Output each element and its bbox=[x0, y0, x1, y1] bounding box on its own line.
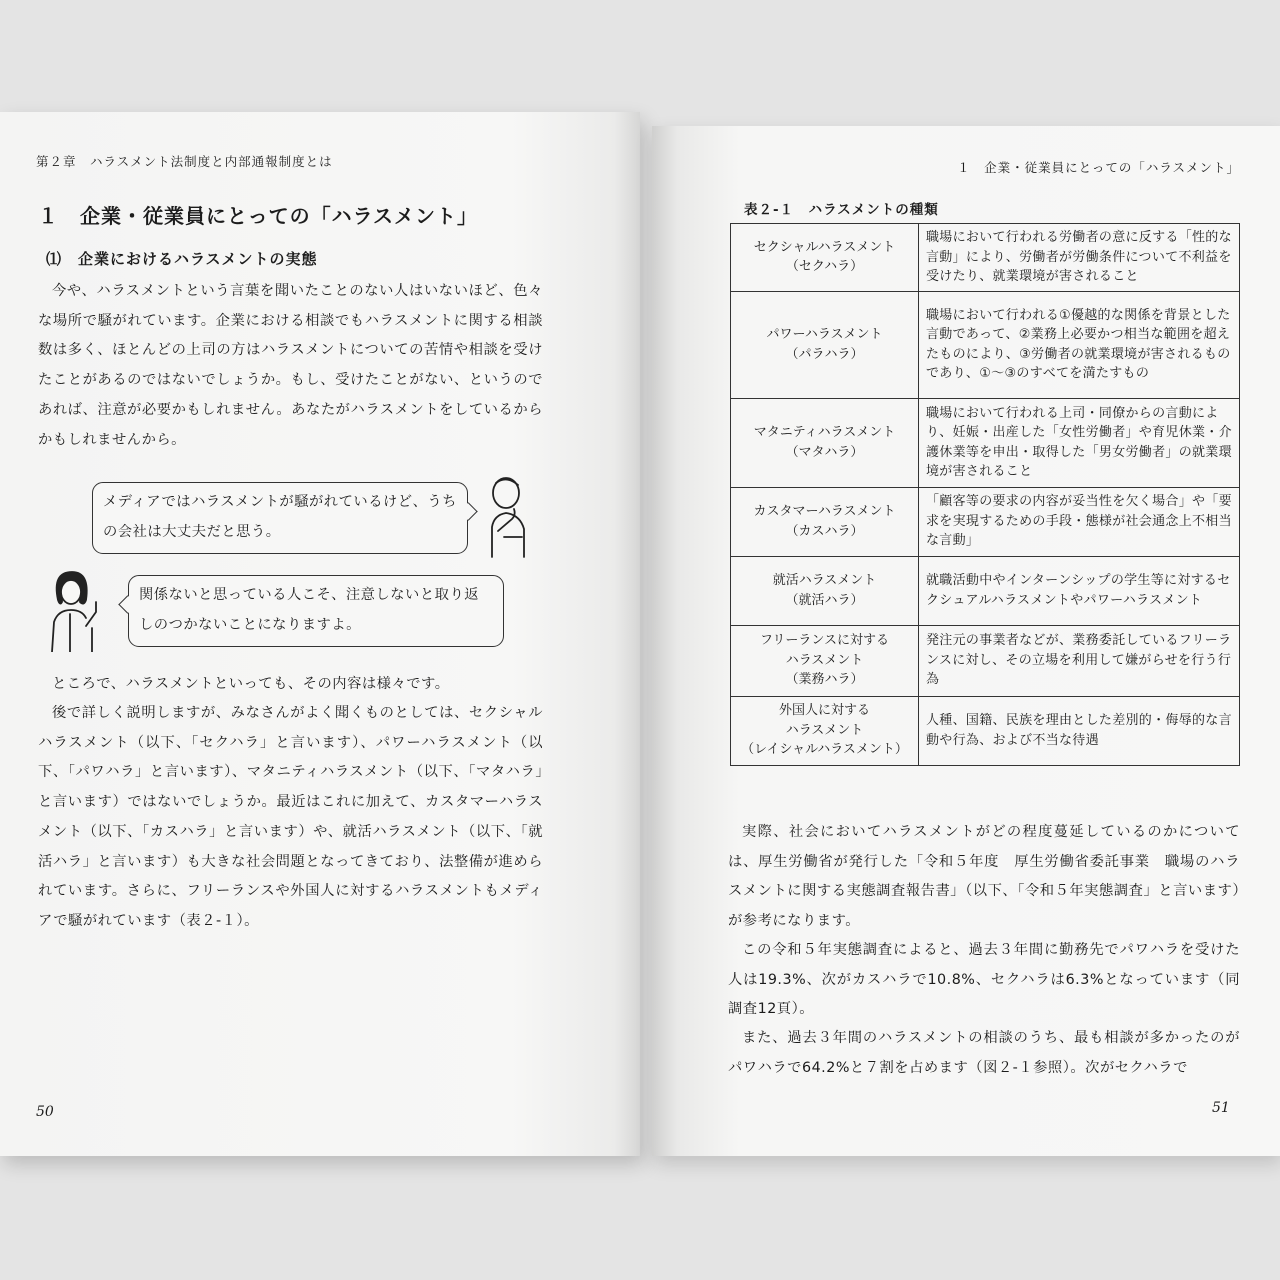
speech-bubble-advisor bbox=[128, 575, 504, 647]
harassment-name: セクシャルハラスメント （セクハラ） bbox=[731, 224, 919, 292]
harassment-description: 職場において行われる労働者の意に反する「性的な言動」により、労働者が労働条件について不利益を受けたり、就業環境が害されること bbox=[919, 224, 1240, 292]
harassment-types-table bbox=[730, 223, 1240, 766]
section-title: １ 企業・従業員にとっての「ハラスメント」 bbox=[38, 204, 478, 228]
table-row bbox=[731, 291, 1240, 398]
table-row bbox=[731, 625, 1240, 696]
subsection-title: ⑴ 企業におけるハラスメントの実態 bbox=[46, 250, 318, 268]
table-row bbox=[731, 696, 1240, 765]
advisor-woman-illustration bbox=[44, 566, 108, 652]
speech-bubble-text: 関係ないと思っている人こそ、注意しないと取り返しのつかないことになりますよ。 bbox=[139, 587, 480, 633]
harassment-name: マタニティハラスメント （マタハラ） bbox=[731, 398, 919, 487]
harassment-description: 「顧客等の要求の内容が妥当性を欠く場合」や「要求を実現するための手段・態様が社会通念上不相当な言動」 bbox=[919, 487, 1240, 556]
table-row bbox=[731, 224, 1240, 292]
harassment-name: 外国人に対する ハラスメント （レイシャルハラスメント） bbox=[731, 696, 919, 765]
harassment-name: 就活ハラスメント （就活ハラ） bbox=[731, 556, 919, 625]
harassment-name: パワーハラスメント （パラハラ） bbox=[731, 291, 919, 398]
body-paragraph: また、過去３年間のハラスメントの相談のうち、最も相談が多かったのがパワハラで64.2%と７割を占めます（図２-１参照）。次がセクハラで bbox=[728, 1030, 1240, 1076]
left-page bbox=[0, 112, 640, 1156]
table-row bbox=[731, 556, 1240, 625]
table-row bbox=[731, 398, 1240, 487]
harassment-description: 発注元の事業者などが、業務委託しているフリーランスに対し、その立場を利用して嫌がらせを行う行為 bbox=[919, 625, 1240, 696]
table-caption: 表２-１ ハラスメントの種類 bbox=[744, 202, 939, 218]
bubble-tail bbox=[118, 595, 136, 613]
table-row bbox=[731, 487, 1240, 556]
page-number: 50 bbox=[36, 1104, 54, 1120]
running-head: 第２章 ハラスメント法制度と内部通報制度とは bbox=[36, 154, 333, 169]
harassment-description: 就職活動中やインターンシップの学生等に対するセクシュアルハラスメントやパワーハラスメント bbox=[919, 556, 1240, 625]
page-number: 51 bbox=[1212, 1100, 1230, 1116]
running-head: １ 企業・従業員にとっての「ハラスメント」 bbox=[957, 160, 1240, 175]
thinking-man-illustration bbox=[474, 475, 536, 559]
right-page bbox=[652, 126, 1280, 1156]
body-paragraph: この令和５年実態調査によると、過去３年間に勤務先でパワハラを受けた人は19.3%、次がカスハラで10.8%、セクハラは6.3%となっています（同調査12頁）。 bbox=[728, 942, 1240, 1018]
harassment-description: 職場において行われる①優越的な関係を背景とした言動であって、②業務上必要かつ相当な範囲を超えたものにより、③労働者の就業環境が害されるものであり、①～③のすべてを満たすもの bbox=[919, 291, 1240, 398]
body-paragraph: 実際、社会においてハラスメントがどの程度蔓延しているのかについては、厚生労働省が発行した「令和５年度 厚生労働省委託事業 職場のハラスメントに関する実態調査報告書」（以下、「令和５年実態調査」と言います）が参考になります。 bbox=[728, 824, 1240, 930]
harassment-name: フリーランスに対する ハラスメント （業務ハラ） bbox=[731, 625, 919, 696]
speech-bubble-text: メディアではハラスメントが騒がれているけど、うちの会社は大丈夫だと思う。 bbox=[103, 494, 457, 540]
body-paragraph: 今や、ハラスメントという言葉を聞いたことのない人はいないほど、色々な場所で騒がれています。企業における相談でもハラスメントに関する相談数は多く、ほとんどの上司の方はハラスメントについての苦情や相談を受けたことがあるのではないでしょうか。もし、受けたことがない、というのであれば、注意が必要かもしれません。あなたがハラスメントをしているからかもしれませんから。 bbox=[38, 283, 543, 448]
speech-bubble-manager bbox=[92, 482, 468, 554]
body-paragraph: 後で詳しく説明しますが、みなさんがよく聞くものとしては、セクシャルハラスメント（以下、「セクハラ」と言います）、パワーハラスメント（以下、「パワハラ」と言います）、マタニティハラスメント（以下、「マタハラ」と言います）ではないでしょうか。最近はこれに加えて、カスタマーハラスメント（以下、「カスハラ」と言います）や、就活ハラスメント（以下、「就活ハラ」と言います）も大きな社会問題となってきており、法整備が進められています。さらに、フリーランスや外国人に対するハラスメントもメディアで騒がれています（表２-１）。 bbox=[38, 705, 543, 929]
harassment-description: 人種、国籍、民族を理由とした差別的・侮辱的な言動や行為、および不当な待遇 bbox=[919, 696, 1240, 765]
body-paragraph: ところで、ハラスメントといっても、その内容は様々です。 bbox=[52, 676, 450, 692]
harassment-description: 職場において行われる上司・同僚からの言動により、妊娠・出産した「女性労働者」や育児休業・介護休業等を申出・取得した「男女労働者」の就業環境が害されること bbox=[919, 398, 1240, 487]
harassment-name: カスタマーハラスメント （カスハラ） bbox=[731, 487, 919, 556]
